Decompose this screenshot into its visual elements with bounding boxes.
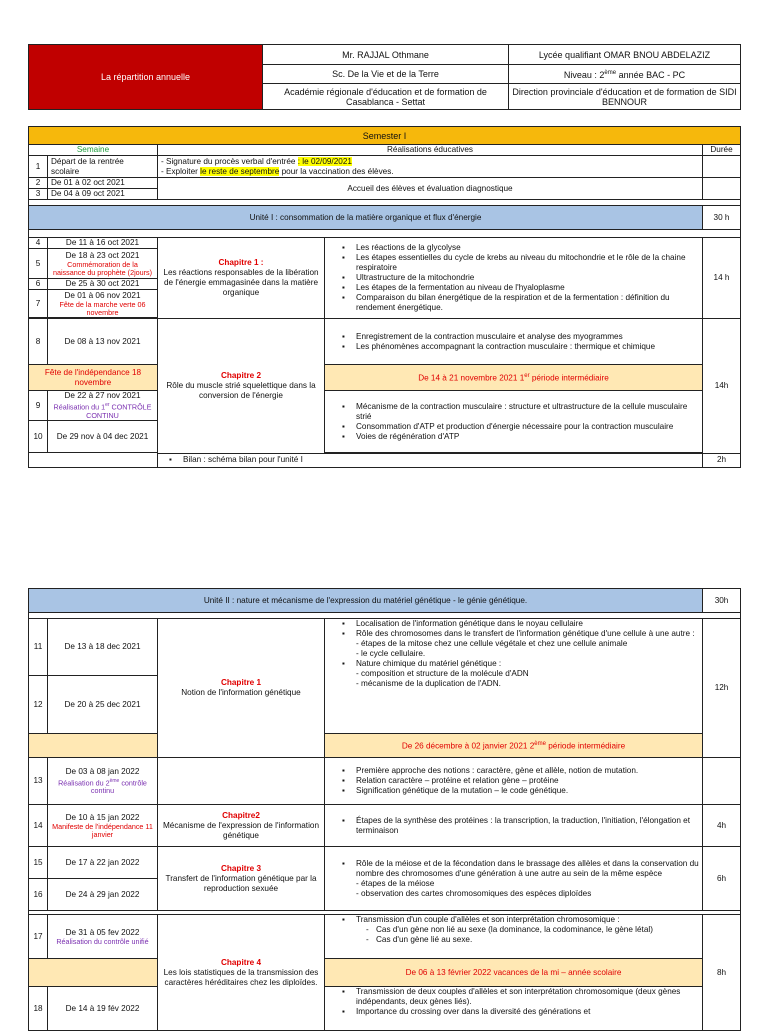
- week-dates: De 03 à 08 jan 2022: [65, 766, 140, 776]
- week-number: 4: [29, 238, 48, 249]
- week-note: Fête de la marche verte 06 novembre: [59, 299, 146, 317]
- week-cell: [48, 915, 158, 959]
- list-item: ▪ Ultrastructure de la mitochondrie: [356, 273, 699, 283]
- week-number: 10: [29, 421, 48, 453]
- week-dates: De 31 à 05 fev 2022: [65, 927, 140, 937]
- chapter2-text: Rôle du muscle strié squelettique dans la conversion de l'énergie: [166, 380, 316, 400]
- semester-title: Semester I: [29, 127, 741, 145]
- week-dates: De 25 à 30 oct 2021: [48, 279, 158, 290]
- chapter2-items-a: [325, 319, 703, 365]
- week-number: 1: [29, 156, 48, 178]
- chapter1-duration: 14 h: [703, 238, 741, 319]
- chapter1-duration: 12h: [703, 619, 741, 758]
- col-duration: Durée: [703, 145, 741, 156]
- week-dates: De 13 à 18 dec 2021: [48, 619, 158, 676]
- list-item: ▪ Comparaison du bilan énergétique de la respiration et de la fermentation : définition du rendement énergétique.: [356, 293, 699, 313]
- header-table: [28, 44, 741, 110]
- chapter1-items: [325, 238, 703, 319]
- holiday-banner: De 06 à 13 février 2022 vacances de la mi – année scolaire: [325, 959, 703, 987]
- list-item: ▪ Rôle des chromosomes dans le transfert de l'information génétique d'une cellule à une autre :: [356, 629, 699, 639]
- school-name: Lycée qualifiant OMAR BNOU ABDELAZIZ: [509, 45, 741, 65]
- week-dates: De 14 à 19 fév 2022: [48, 987, 158, 1031]
- chapter3-title: Chapitre 3: [220, 863, 262, 873]
- level: Niveau : 2ème année BAC - PC: [509, 65, 741, 84]
- chapter2-duration: 4h: [703, 805, 741, 847]
- teacher-name: Mr. RAJJAL Othmane: [263, 45, 509, 65]
- list-item: ▪ Mécanisme de la contraction musculaire : structure et ultrastructure de la cellule musculaire strié: [356, 402, 699, 422]
- list-item: ▪ Les étapes de la fermentation au niveau de l'hyaloplasme: [356, 283, 699, 293]
- chapter1-title: Chapitre 1: [220, 678, 262, 687]
- week-note: Manifeste de l'indépendance 11 janvier: [52, 821, 153, 839]
- holiday-independence: Fête de l'indépendance 18 novembre: [29, 365, 158, 391]
- week-number: 9: [29, 391, 48, 421]
- list-item: - étapes de la mitose chez une cellule végétale et chez une cellule animale: [356, 639, 628, 648]
- chapter1-text: Notion de l'information génétique: [181, 688, 301, 697]
- list-item: ▪ Localisation de l'information génétique dans le noyau cellulaire: [356, 619, 699, 629]
- list-item: ▪ Transmission de deux couples d'allèles et son interprétation chromosomique (deux gènes indépendants, deux gènes liés).: [356, 987, 699, 1007]
- chapter2-text: Mécanisme de l'expression de l'information génétique: [162, 820, 320, 840]
- week-dates: De 01 à 06 nov 2021: [64, 290, 141, 300]
- academy: Académie régionale d'éducation et de formation de Casablanca - Settat: [263, 84, 509, 110]
- week-number: 14: [29, 805, 48, 847]
- chapter4-text: Les lois statistiques de la transmission des caractères héréditaires chez les diploïdes.: [163, 967, 319, 987]
- chapter2-title: Chapitre 2: [220, 370, 262, 380]
- week-number: 6: [29, 279, 48, 290]
- chapter1-items: [325, 619, 703, 734]
- week-dates: De 24 à 29 jan 2022: [48, 879, 158, 911]
- week-note: Réalisation du 1er CONTRÔLE CONTINU: [53, 402, 152, 420]
- chapter3-duration: 6h: [703, 847, 741, 911]
- list-item: ▪ Bilan : schéma bilan pour l'unité I: [183, 455, 699, 465]
- chapter2-cell: [158, 805, 325, 847]
- chapter4-cell: [158, 915, 325, 1031]
- week-cell: [48, 290, 158, 318]
- chapter1-items-b: [325, 758, 703, 805]
- week-number: 2: [29, 178, 48, 189]
- unit2-duration: 30h: [703, 589, 741, 613]
- week-number: 7: [29, 290, 48, 318]
- diagnostic-text: Accueil des élèves et évaluation diagnostique: [158, 178, 703, 200]
- header-title: La répartition annuelle: [29, 45, 263, 110]
- week-number: 13: [29, 758, 48, 805]
- week-note: Réalisation du 2ème contrôle continu: [58, 777, 147, 796]
- week-cell: [48, 249, 158, 279]
- week-dates: De 29 nov à 04 dec 2021: [48, 421, 158, 453]
- unit2-title: Unité II : nature et mécanisme de l'expression du matériel génétique - le génie génétique.: [29, 589, 703, 613]
- direction: Direction provinciale d'éducation et de formation de SIDI BENNOUR: [509, 84, 741, 110]
- list-item: - Cas d'un gène lié au sexe.: [376, 935, 699, 945]
- list-item: ▪ Signification génétique de la mutation – le code génétique.: [356, 786, 699, 796]
- week-cell: [48, 391, 158, 421]
- list-item: - observation des cartes chromosomiques des espèces diploïdes: [356, 888, 592, 898]
- week-number: 18: [29, 987, 48, 1031]
- bilan-row: [158, 453, 703, 467]
- list-item: ▪ Importance du crossing over dans la diversité des générations et: [356, 1007, 699, 1017]
- chapter3-cell: [158, 847, 325, 911]
- list-item: ▪ Voies de régénération d'ATP: [356, 432, 699, 442]
- week-dates: De 04 à 09 oct 2021: [48, 189, 158, 200]
- chapter2-title: Chapitre2: [222, 810, 260, 820]
- list-item: ▪ Rôle de la méiose et de la fécondation dans le brassage des allèles et dans la conservation du nombre des chromosomes d'une génération à une autre au sein de la même espèce: [356, 859, 699, 879]
- chapter2-items: [325, 805, 703, 847]
- week-dates: De 20 à 25 dec 2021: [48, 676, 158, 734]
- week-number: 3: [29, 189, 48, 200]
- list-item: ▪ Les réactions de la glycolyse: [356, 243, 699, 253]
- chapter4-items-a: [325, 915, 703, 959]
- week-cell: [48, 805, 158, 847]
- week-dates: De 18 à 23 oct 2021: [65, 250, 140, 260]
- chapter2-items-b: [325, 391, 703, 453]
- week-dates: De 08 à 13 nov 2021: [48, 319, 158, 365]
- semester1-table: [28, 126, 741, 468]
- chapter1-cell: [158, 238, 325, 319]
- chapter3-text: Transfert de l'information génétique par la reproduction sexuée: [165, 873, 317, 893]
- week-number: 8: [29, 319, 48, 365]
- week-note: Commémoration de la naissance du prophète (2jours): [52, 259, 153, 277]
- week-number: 11: [29, 619, 48, 676]
- chapter1-title: Chapitre 1 :: [218, 258, 264, 267]
- list-item: ▪ Consommation d'ATP et production d'énergie nécessaire pour la contraction musculaire: [356, 422, 699, 432]
- col-realisations: Réalisations éducatives: [158, 145, 703, 156]
- list-item: - composition et structure de la molécule d'ADN: [356, 669, 529, 678]
- list-item: ▪ Enregistrement de la contraction musculaire et analyse des myogrammes: [356, 332, 699, 342]
- week-dates: De 01 à 02 oct 2021: [48, 178, 158, 189]
- week-number: 15: [29, 847, 48, 879]
- subject-name: Sc. De la Vie et de la Terre: [263, 65, 509, 84]
- week-dates: Départ de la rentrée scolaire: [48, 156, 158, 178]
- week-note: Réalisation du contrôle unifié: [56, 936, 149, 946]
- unit1-title: Unité I : consommation de la matière organique et flux d'énergie: [29, 206, 703, 230]
- list-item: ▪ Les étapes essentielles du cycle de krebs au niveau du mitochondrie et le rôle de la chaine respiratoire: [356, 253, 699, 273]
- week-dates: De 11 à 16 oct 2021: [48, 238, 158, 249]
- list-item: ▪ Première approche des notions : caractère, gène et allèle, notion de mutation.: [356, 766, 699, 776]
- chapter4-duration: 8h: [703, 915, 741, 1031]
- week-number: 12: [29, 676, 48, 734]
- list-item: ▪ Nature chimique du matériel génétique :: [356, 659, 699, 669]
- period1-banner: De 14 à 21 novembre 2021 1er période intermédiaire: [325, 365, 703, 391]
- list-item: ▪ Transmission d'un couple d'allèles et son interprétation chromosomique :: [356, 915, 699, 925]
- chapter1-text: Les réactions responsables de la libération de l'énergie emmagasinée dans la matière organique: [163, 268, 319, 297]
- list-item: - Cas d'un gène non lié au sexe (la dominance, la codominance, le gène létal): [376, 925, 699, 935]
- chapter4-title: Chapitre 4: [220, 957, 262, 967]
- week-dates: De 22 à 27 nov 2021: [64, 391, 141, 401]
- week-number: 17: [29, 915, 48, 959]
- chapter3-items: [325, 847, 703, 911]
- list-item: ▪ Relation caractère – protéine et relation gène – protéine: [356, 776, 699, 786]
- week-dates: De 17 à 22 jan 2022: [48, 847, 158, 879]
- week-dates: De 10 à 15 jan 2022: [65, 812, 140, 822]
- bilan-duration: 2h: [703, 453, 741, 467]
- list-item: - mécanisme de la duplication de l'ADN.: [356, 679, 501, 688]
- list-item: ▪ Les phénomènes accompagnant la contraction musculaire : thermique et chimique: [356, 342, 699, 352]
- list-item: ▪ Étapes de la synthèse des protéines : la transcription, la traduction, l'initiation, l'élongation et terminaison: [356, 816, 699, 836]
- unit2-table: [28, 588, 741, 1031]
- list-item: - étapes de la méiose: [356, 878, 435, 888]
- period2-banner: De 26 décembre à 02 janvier 2021 2ème période intermédiaire: [325, 734, 703, 758]
- rentree-text: - Signature du procès verbal d'entrée : le 02/09/2021 - Exploiter le reste de septembre pour la vaccination des élèves.: [158, 156, 703, 178]
- week-number: 16: [29, 879, 48, 911]
- list-item: - le cycle cellulaire.: [356, 649, 426, 658]
- chapter2-duration: 14h: [703, 319, 741, 454]
- unit1-duration: 30 h: [703, 206, 741, 230]
- chapter1-cell: [158, 619, 325, 758]
- week-cell: [48, 758, 158, 805]
- week-number: 5: [29, 249, 48, 279]
- chapter2-cell: [158, 319, 325, 454]
- col-week: Semaine: [29, 145, 158, 156]
